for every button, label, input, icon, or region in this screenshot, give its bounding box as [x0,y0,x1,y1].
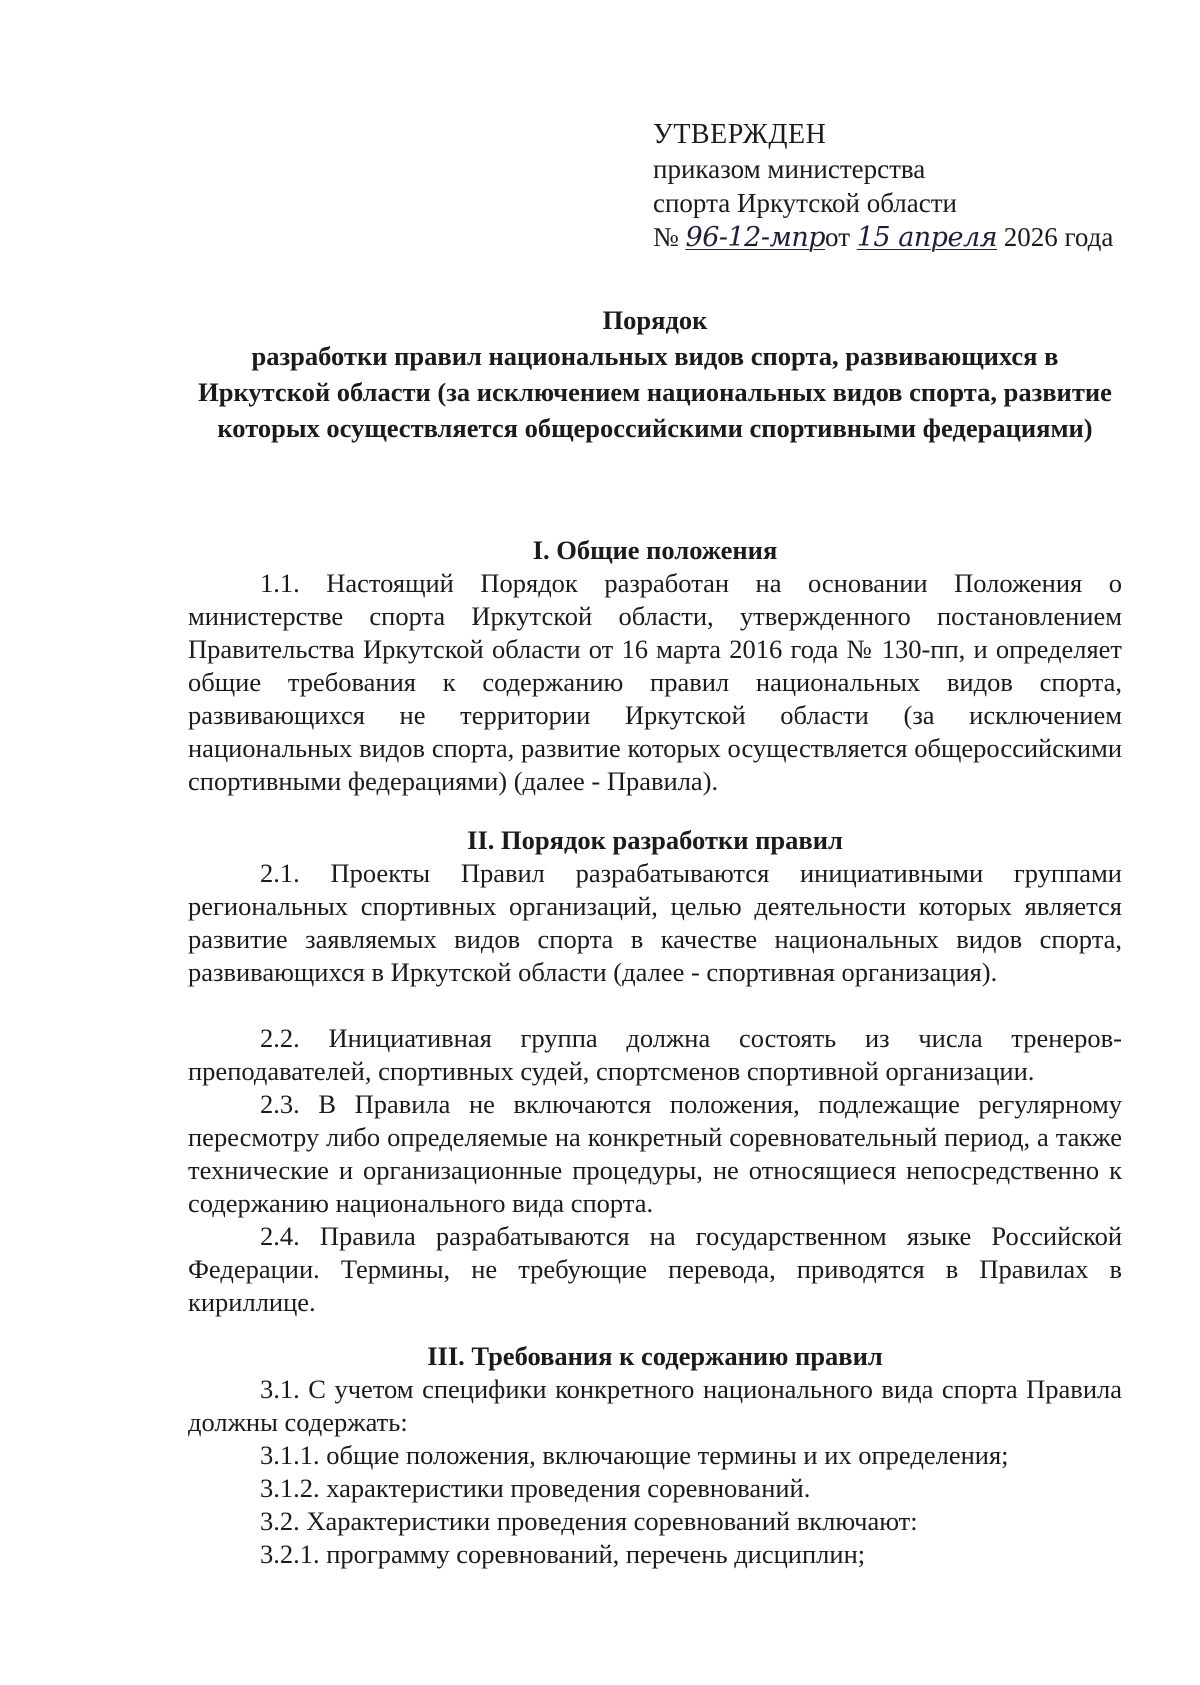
paragraph: 2.4. Правила разрабатываются на государственном языке Российской Федерации. Термины, не требующие перевода, приводятся в Правилах в кириллице. [188,1221,1122,1317]
section-heading: I. Общие положения [532,535,778,565]
approval-by-line-1: приказом министерства [653,154,926,184]
paragraph: 3.2. Характеристики проведения соревнований включают: [260,1506,918,1536]
approval-status: УТВЕРЖДЕН [653,119,827,150]
section-heading: II. Порядок разработки правил [467,825,843,855]
document-title-block [190,302,1120,446]
handwritten-order-date: 15 апреля [856,222,998,253]
paragraph: 3.1.2. характеристики проведения соревнований. [260,1473,811,1503]
paragraph: 1.1. Настоящий Порядок разработан на основании Положения о министерстве спорта Иркутской области, утвержденного постановлением Правительства Иркутской области от 16 марта 2016 года № 130-пп, и определяет общие требования к содержанию правил национальных видов спорта, развивающихся не территории Иркутской области (за исключением национальных видов спорта, развитие которых осуществляется общероссийскими спортивными федерациями) (далее - Правила). [188,568,1122,796]
number-prefix: № [653,222,679,252]
paragraph: 2.3. В Правила не включаются положения, подлежащие регулярному пересмотру либо определяемые на конкретный соревновательный период, а также технические и организационные процедуры, не относящиеся непосредственно к содержанию национального вида спорта. [188,1089,1122,1218]
approval-by-line-2: спорта Иркутской области [653,188,957,218]
document-subtitle: разработки правил национальных видов спорта, развивающихся в Иркутской области (за исключением национальных видов спорта, развитие которых осуществляется общероссийскими спортивными федерациями) [198,341,1112,443]
paragraph: 2.2. Инициативная группа должна состоять из числа тренеров-преподавателей, спортивных судей, спортсменов спортивной организации. [188,1023,1122,1086]
handwritten-order-number: 96-12-мпр [685,222,826,253]
paragraph: 3.1.1. общие положения, включающие термины и их определения; [260,1440,1009,1470]
paragraph: 3.2.1. программу соревнований, перечень дисциплин; [260,1539,866,1569]
approval-number-line [653,220,1123,255]
section-heading: III. Требования к содержанию правил [427,1341,883,1371]
order-year: 2026 года [1003,222,1114,252]
document-title: Порядок [602,305,708,335]
paragraph: 2.1. Проекты Правил разрабатываются инициативными группами региональных спортивных организаций, целью деятельности которых является развитие заявляемых видов спорта в качестве национальных видов спорта, развивающихся в Иркутской области (далее - спортивная организация). [188,858,1122,987]
approval-stamp-block [653,118,1123,255]
date-prefix: от [825,222,850,252]
paragraph: 3.1. С учетом специфики конкретного национального вида спорта Правила должны содержать: [188,1374,1122,1437]
